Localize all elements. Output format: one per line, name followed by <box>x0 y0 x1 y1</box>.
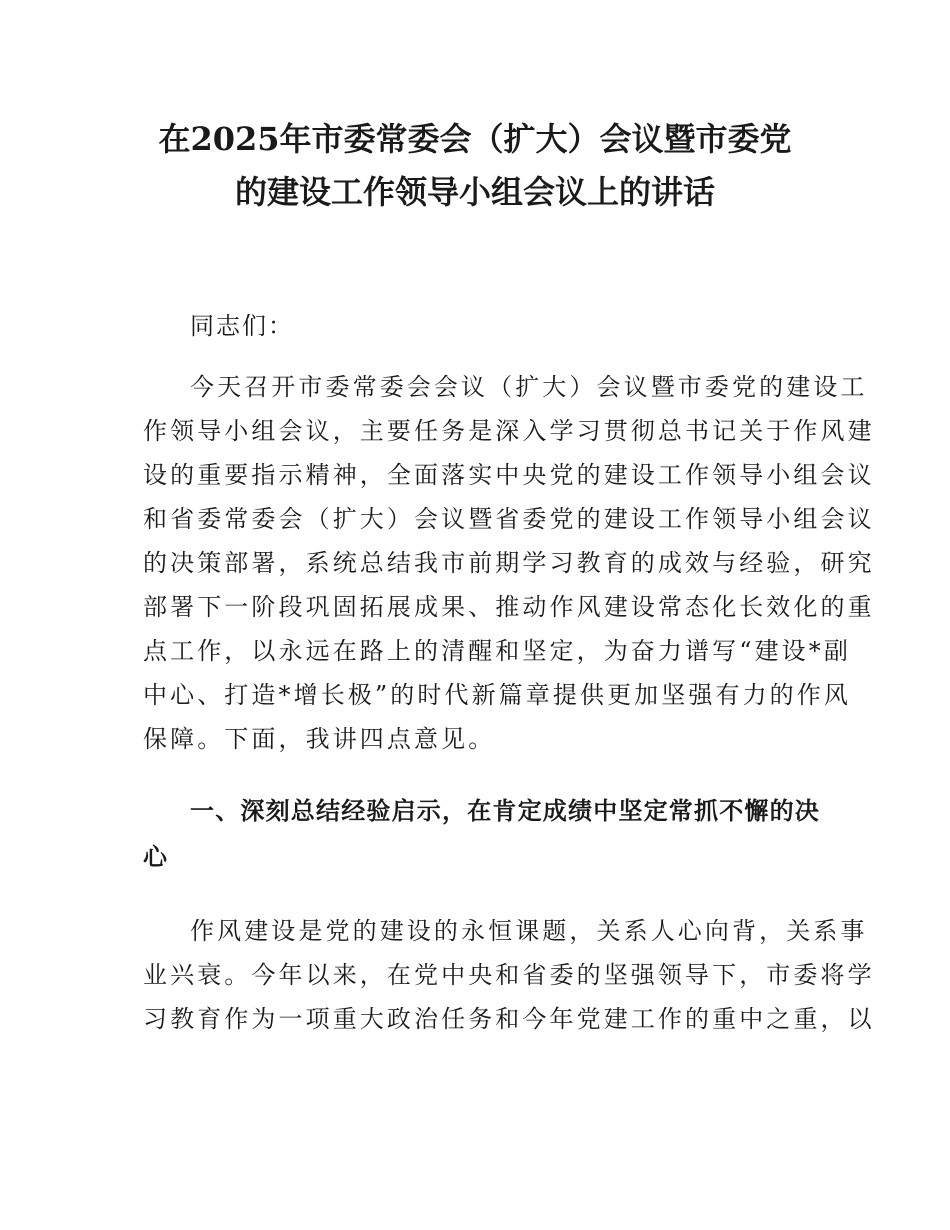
salutation: 同志们： <box>190 312 294 340</box>
paragraph-line: 部署下一阶段巩固拓展成果、推动作风建设常态化长效化的重 <box>143 593 875 621</box>
document-title-line-1: 在2025年市委常委会（扩大）会议暨市委党 <box>158 120 792 158</box>
section-heading-line-2: 心 <box>143 843 169 871</box>
paragraph-line: 和省委常委会（扩大）会议暨省委党的建设工作领导小组会议 <box>143 505 875 533</box>
section-heading-line-1: 一、深刻总结经验启示，在肯定成绩中坚定常抓不懈的决 <box>190 797 820 825</box>
paragraph-line: 习教育作为一项重大政治任务和今年党建工作的重中之重，以 <box>143 1005 875 1033</box>
paragraph-line: 的决策部署，系统总结我市前期学习教育的成效与经验，研究 <box>143 549 875 577</box>
paragraph-line: 今天召开市委常委会会议（扩大）会议暨市委党的建设工 <box>190 373 868 401</box>
paragraph-line: 设的重要指示精神，全面落实中央党的建设工作领导小组会议 <box>143 461 875 489</box>
document-title-line-2: 的建设工作领导小组会议上的讲话 <box>234 173 715 211</box>
paragraph-line: 作领导小组会议，主要任务是深入学习贯彻总书记关于作风建 <box>143 417 875 445</box>
paragraph-line: 保障。下面，我讲四点意见。 <box>143 725 496 753</box>
paragraph-line: 中心、打造*增长极”的时代新篇章提供更加坚强有力的作风 <box>143 681 851 709</box>
paragraph-line: 点工作，以永远在路上的清醒和坚定，为奋力谱写“建设*副 <box>143 637 851 665</box>
paragraph-line: 业兴衰。今年以来，在党中央和省委的坚强领导下，市委将学 <box>143 961 875 989</box>
paragraph-line: 作风建设是党的建设的永恒课题，关系人心向背，关系事 <box>190 917 868 945</box>
